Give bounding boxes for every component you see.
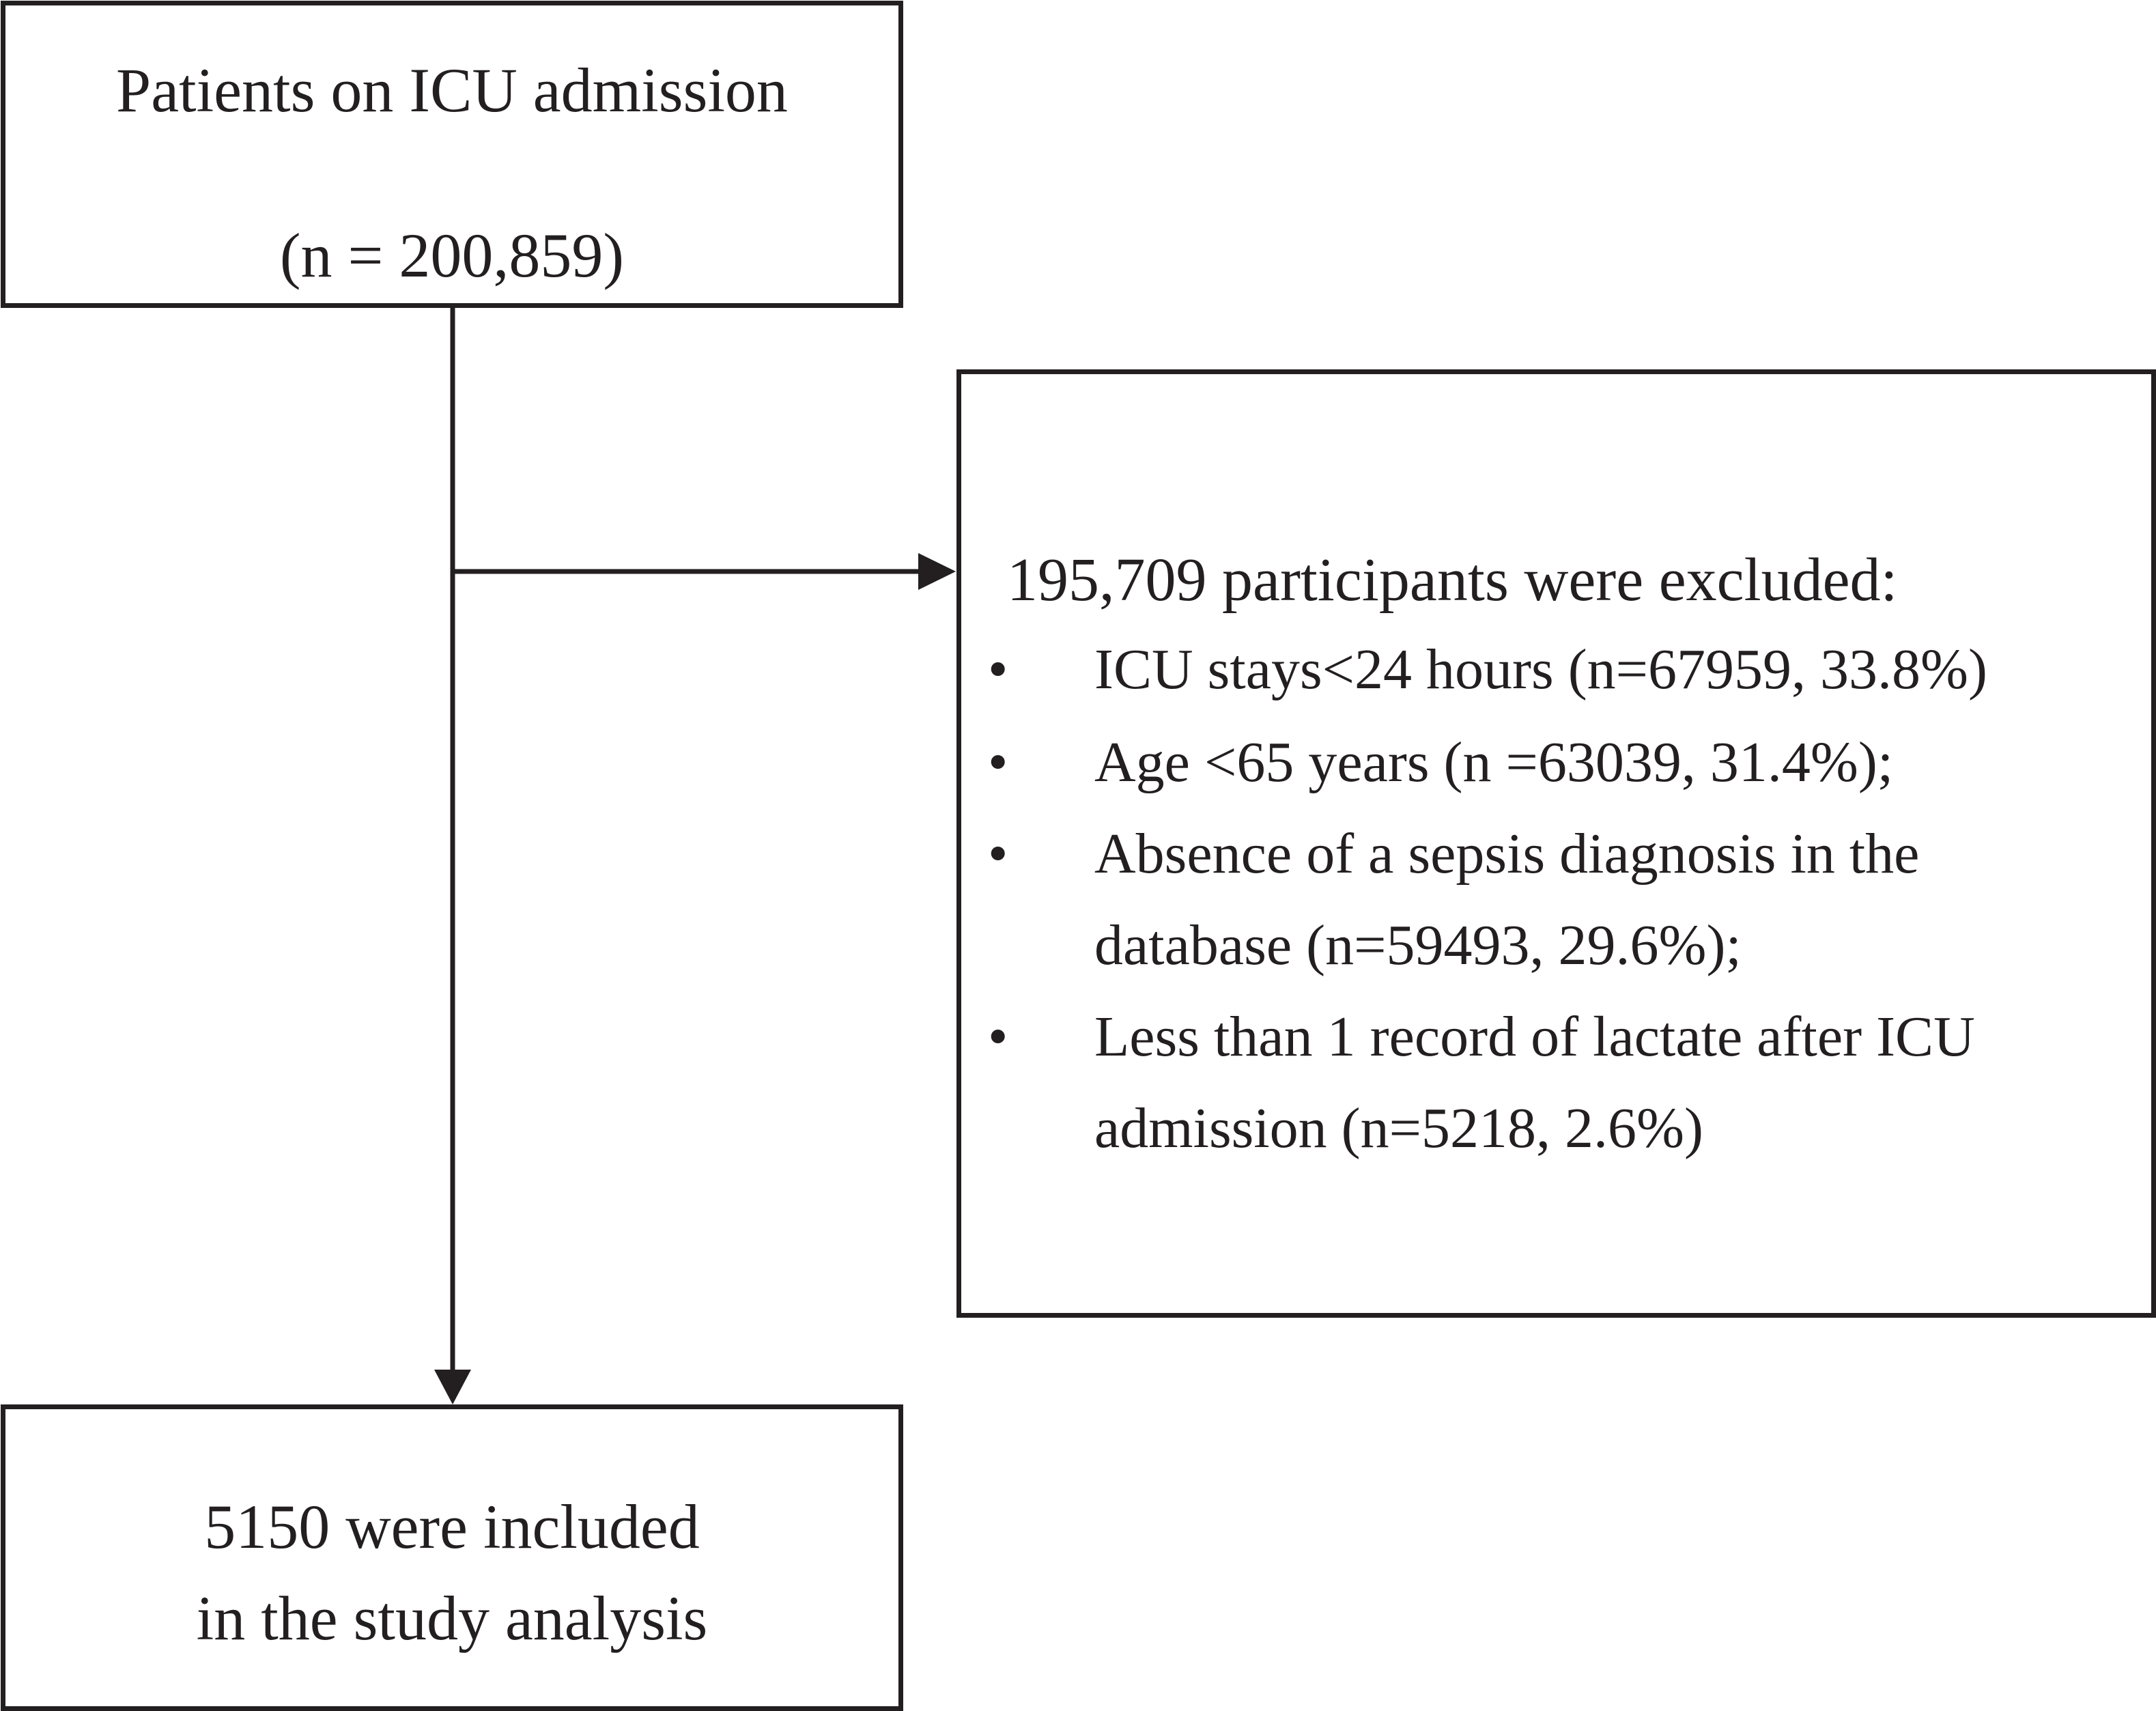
admission-box [1, 1, 903, 308]
included-box [1, 1404, 903, 1711]
exclusion-item-sepsis-line2: database (n=59493, 29.6%); [1094, 914, 1742, 977]
arrowhead-down [434, 1370, 471, 1404]
bullet-icon: • [988, 822, 1008, 886]
exclusion-item-lactate-line1: Less than 1 record of lactate after ICU [1094, 1005, 1975, 1069]
bullet-icon: • [988, 731, 1008, 794]
admission-count: (n = 200,859) [279, 221, 625, 290]
included-description: in the study analysis [196, 1583, 708, 1653]
included-count: 5150 were included [204, 1492, 700, 1561]
exclusion-item-sepsis-line1: Absence of a sepsis diagnosis in the [1094, 822, 1920, 886]
bullet-icon: • [988, 638, 1008, 701]
admission-label: Patients on ICU admission [116, 55, 788, 125]
exclusion-item-lactate-line2: admission (n=5218, 2.6%) [1094, 1097, 1703, 1160]
bullet-icon: • [988, 1005, 1008, 1069]
exclusion-box [956, 369, 2156, 1318]
exclusion-heading: 195,709 participants were excluded: [1007, 546, 1898, 614]
exclusion-item-age: Age <65 years (n =63039, 31.4%); [1094, 731, 1894, 794]
arrowhead-right [918, 553, 956, 590]
exclusion-item-icu-stay: ICU stays<24 hours (n=67959, 33.8%) [1094, 638, 1987, 701]
